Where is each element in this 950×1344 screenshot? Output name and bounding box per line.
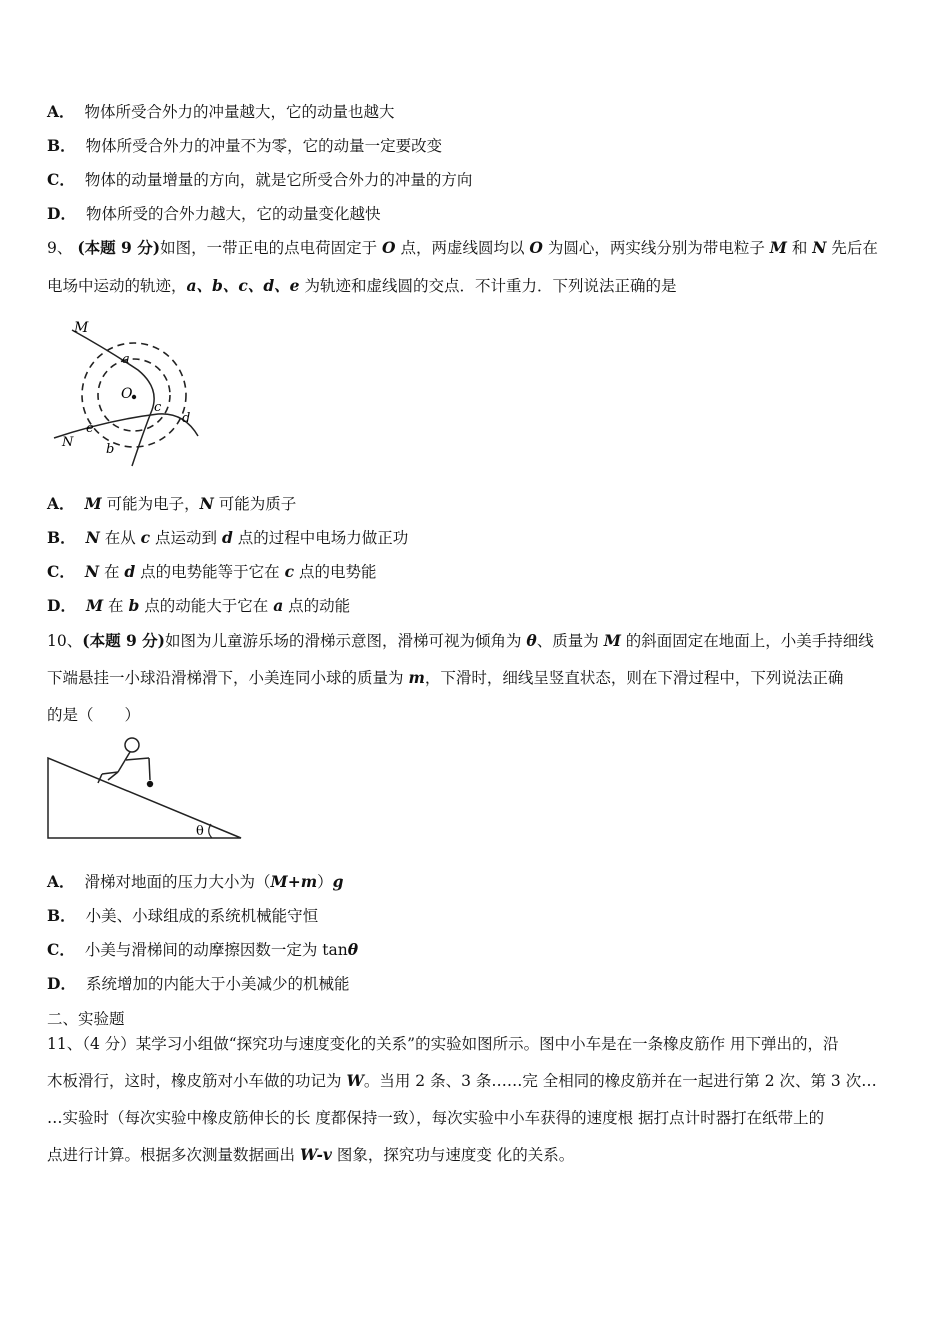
option-letter: B． — [47, 906, 76, 925]
var-m: M — [769, 238, 787, 257]
option-letter: B． — [47, 528, 76, 547]
q9-option-b — [47, 528, 408, 548]
option-text: 点的过程中电场力做正功 — [232, 529, 409, 547]
var: c — [140, 528, 151, 547]
q9-option-a — [47, 494, 296, 514]
var: N — [84, 562, 100, 581]
stem-text: ，下滑时，细线呈竖直状态，则在下滑过程中，下列说法正确 — [424, 669, 844, 687]
q9-stem-line1 — [47, 238, 878, 258]
var: d — [124, 562, 136, 581]
option-text: 点的动能 — [283, 597, 351, 615]
var: d — [221, 528, 233, 547]
stem-text: 。当用 2 条、3 条……完 全相同的橡皮筋并在一起进行第 2 次、第 3 次… — [363, 1072, 877, 1090]
option-text: 可能为电子， — [101, 495, 200, 513]
q8-option-c — [47, 170, 472, 190]
option-text: 点运动到 — [150, 529, 222, 547]
option-text: 在从 — [99, 529, 141, 547]
stem-text: 的斜面固定在地面上，小美手持细线 — [620, 632, 874, 650]
label-c: c — [154, 400, 162, 415]
angle-label: θ — [196, 824, 204, 839]
question-number: 9、 — [47, 239, 73, 257]
option-letter: D． — [47, 974, 76, 993]
question-number: 10、 — [47, 632, 83, 650]
q8-option-b — [47, 136, 442, 156]
q8-option-a — [47, 102, 395, 122]
option-text: 点的电势能等于它在 — [135, 563, 285, 581]
section-title: 二、实验题 — [47, 1010, 125, 1028]
option-text: 物体所受合外力的冲量越大，它的动量也越大 — [84, 103, 395, 121]
option-text: 在 — [103, 597, 129, 615]
label-e: e — [86, 421, 94, 436]
var-w: W — [346, 1071, 364, 1090]
q9-figure — [48, 318, 208, 478]
option-text: 点的动能大于它在 — [139, 597, 274, 615]
stem-text: 下端悬挂一小球沿滑梯滑下，小美连同小球的质量为 — [47, 669, 409, 687]
option-text: 滑梯对地面的压力大小为（ — [84, 873, 271, 891]
child-figure — [98, 738, 150, 783]
q10-stem-line1 — [47, 631, 874, 651]
stem-text: 图象，探究功与速度变 化的关系。 — [331, 1146, 575, 1164]
option-text: 物体所受的合外力越大，它的动量变化越快 — [85, 205, 381, 223]
ball — [147, 781, 153, 787]
question-score: (本题 9 分) — [77, 238, 161, 257]
var-n: N — [812, 238, 827, 257]
option-letter: C． — [47, 170, 75, 189]
q10-option-c — [47, 940, 358, 960]
q8-option-d — [47, 204, 380, 224]
option-letter: C． — [47, 562, 75, 581]
label-d: d — [182, 411, 191, 426]
option-letter: C． — [47, 940, 75, 959]
q10-stem-line2 — [47, 668, 843, 688]
stem-text: 的是（ ） — [47, 706, 141, 724]
incline-triangle — [48, 758, 241, 838]
stem-text: 如图，一带正电的点电荷固定于 — [160, 239, 382, 257]
q11-line1: 11、（4 分）某学习小组做“探究功与速度变化的关系”的实验如图所示。图中小车是在一条橡皮筋作 用下弹出的，沿 — [47, 1035, 839, 1053]
label-o: O — [121, 386, 133, 402]
option-text: 物体的动量增量的方向，就是它所受合外力的冲量的方向 — [84, 171, 473, 189]
stem-text: 木板滑行，这时，橡皮筋对小车做的功记为 — [47, 1072, 347, 1090]
var: N — [199, 494, 214, 513]
label-a: a — [122, 352, 130, 367]
var: M — [84, 494, 102, 513]
stem-text: 电场中运动的轨迹， — [47, 277, 187, 295]
option-text: 在 — [99, 563, 125, 581]
q9-option-c — [47, 562, 376, 582]
label-n: N — [62, 435, 74, 450]
var-theta: θ — [347, 940, 359, 959]
var-m: M — [603, 631, 621, 650]
formula: M+m — [270, 872, 318, 891]
stem-text: 点进行计算。根据多次测量数据画出 — [47, 1146, 300, 1164]
var-g: g — [332, 872, 344, 891]
label-m: M — [74, 320, 89, 336]
option-text: 物体所受合外力的冲量不为零，它的动量一定要改变 — [85, 137, 443, 155]
option-text: 点的电势能 — [294, 563, 377, 581]
option-letter: D． — [47, 204, 76, 223]
stem-text: 如图为儿童游乐场的滑梯示意图，滑梯可视为倾角为 — [164, 632, 527, 650]
var-points: a、b、c、d、e — [186, 276, 300, 295]
option-letter: A． — [47, 494, 75, 513]
option-text: 系统增加的内能大于小美减少的机械能 — [85, 975, 350, 993]
var: N — [85, 528, 100, 547]
q10-option-b — [47, 906, 318, 926]
stem-text: 、质量为 — [536, 632, 604, 650]
var-m-small: m — [408, 668, 425, 687]
option-letter: A． — [47, 872, 75, 891]
option-text: 小美与滑梯间的动摩擦因数一定为 tan — [84, 941, 348, 959]
q10-stem-line3 — [47, 705, 140, 725]
var: M — [85, 596, 104, 615]
question-score: (本题 9 分) — [82, 631, 165, 650]
q9-option-d — [47, 596, 350, 616]
var-o: O — [382, 238, 396, 257]
q11-line2 — [47, 1071, 877, 1091]
option-letter: B． — [47, 136, 76, 155]
label-b: b — [106, 442, 115, 457]
stem-text: 和 — [786, 239, 813, 257]
option-text: 小美、小球组成的系统机械能守恒 — [85, 907, 319, 925]
var-o: O — [529, 238, 543, 257]
var: b — [128, 596, 140, 615]
q10-figure — [46, 736, 246, 844]
q9-stem-line2 — [47, 276, 676, 296]
option-letter: A． — [47, 102, 75, 121]
option-text: ） — [317, 873, 333, 891]
var: c — [284, 562, 295, 581]
trajectory-n — [54, 414, 198, 438]
stem-text: 为轨迹和虚线圆的交点．不计重力．下列说法正确的是 — [299, 277, 677, 295]
q10-option-d — [47, 974, 349, 994]
q11-line3: …实验时（每次实验中橡皮筋伸长的长 度都保持一致），每次实验中小车获得的速度根 据打点计时器打在纸带上的 — [47, 1109, 825, 1127]
var-wv: W-v — [299, 1145, 332, 1164]
stem-text: 为圆心，两实线分别为带电粒子 — [542, 239, 770, 257]
q10-option-a — [47, 872, 343, 892]
stem-text: 先后在 — [826, 239, 878, 257]
option-text: 可能为质子 — [213, 495, 297, 513]
var: a — [273, 596, 284, 615]
stem-text: 点，两虚线圆均以 — [395, 239, 530, 257]
var-theta: θ — [526, 631, 537, 650]
q11-line4 — [47, 1145, 574, 1165]
option-letter: D． — [47, 596, 76, 615]
